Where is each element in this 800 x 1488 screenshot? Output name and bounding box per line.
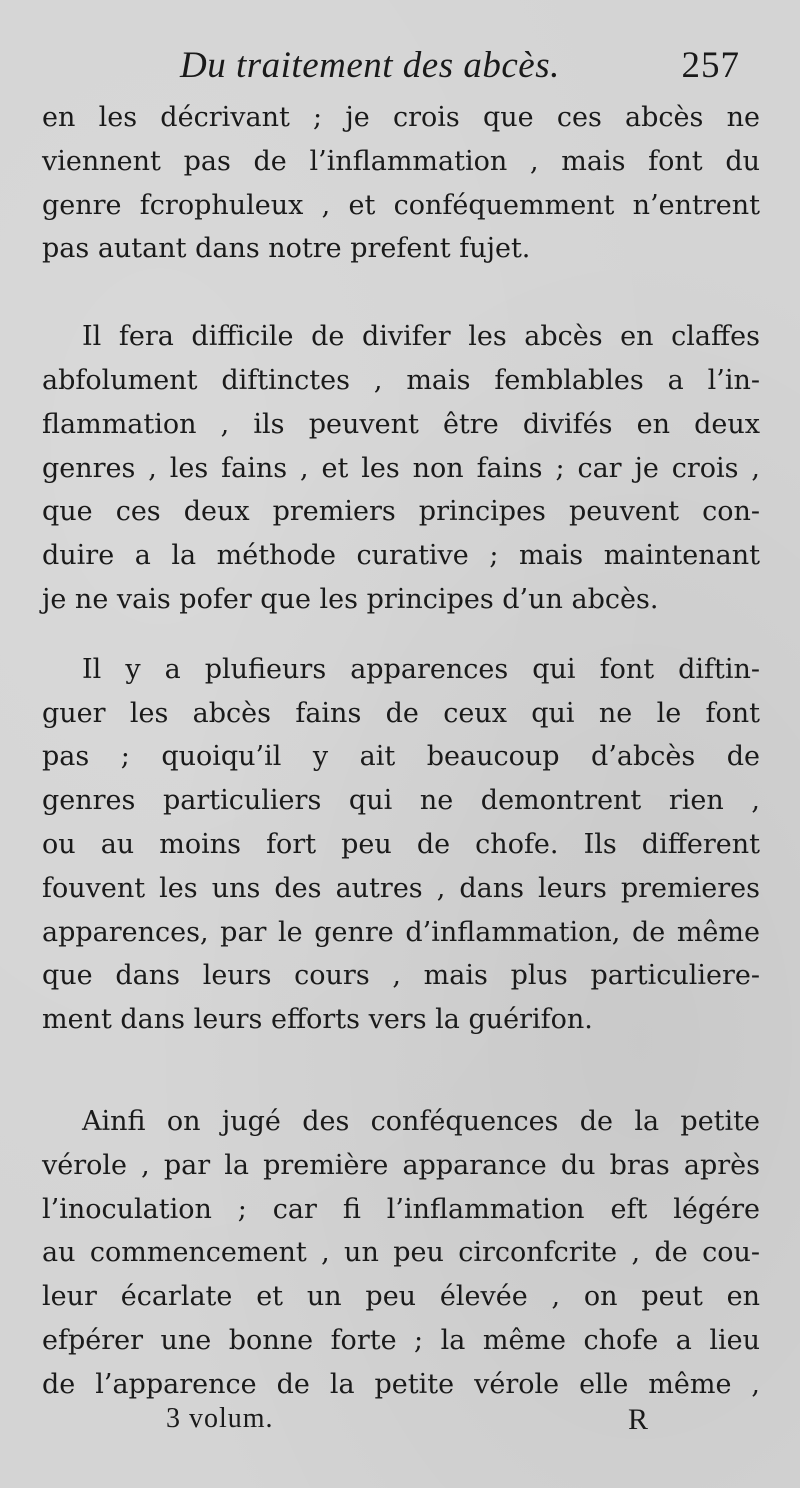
signature-mark: 3 volum. xyxy=(166,1403,274,1434)
text-line: leur écarlate et un peu élevée , on peut en xyxy=(42,1281,760,1313)
text-line: flammation , ils peuvent être divifés en deux xyxy=(42,408,760,440)
text-line: Il y a plufieurs apparences qui font diftin- xyxy=(82,653,760,685)
text-line: que ces deux premiers principes peuvent con- xyxy=(42,496,760,528)
text-line: Il fera difficile de divifer les abcès en claffes xyxy=(82,321,760,353)
text-line: je ne vais pofer que les principes d’un abcès. xyxy=(42,583,659,615)
text-line: pas ; quoiqu’il y ait beaucoup d’abcès de xyxy=(42,741,760,773)
text-line: de l’apparence de la petite vérole elle même , xyxy=(42,1368,760,1400)
text-line: genres , les fains , et les non fains ; car je crois , xyxy=(42,452,760,484)
paragraph-1 xyxy=(42,96,760,271)
text-line: apparences, par le genre d’inflammation, de même xyxy=(42,916,760,948)
text-line: que dans leurs cours , mais plus particuliere- xyxy=(42,960,760,992)
paragraph-3 xyxy=(42,648,760,1042)
text-line: pas autant dans notre prefent fujet. xyxy=(42,233,531,265)
text-line: en les décrivant ; je crois que ces abcès ne xyxy=(42,102,760,133)
catchword: R xyxy=(628,1403,649,1436)
text-line: vérole , par la première apparance du bras après xyxy=(42,1149,760,1181)
text-line: guer les abcès fains de ceux qui ne le font xyxy=(42,697,760,729)
text-line: l’inoculation ; car fi l’inflammation eft légére xyxy=(42,1193,760,1225)
paragraph-gap xyxy=(42,622,760,648)
paragraph-gap xyxy=(42,1042,760,1100)
body-text xyxy=(42,96,760,1407)
text-line: ment dans leurs efforts vers la guérifon. xyxy=(42,1004,593,1036)
text-line: efpérer une bonne forte ; la même chofe a lieu xyxy=(42,1324,760,1356)
text-line: viennent pas de l’inflammation , mais font du xyxy=(42,145,760,177)
text-line: fouvent les uns des autres , dans leurs premieres xyxy=(42,872,760,904)
text-line: duire a la méthode curative ; mais maintenant xyxy=(42,540,760,572)
paragraph-4 xyxy=(42,1100,760,1407)
page-footer xyxy=(0,1403,800,1443)
page-number: 257 xyxy=(681,45,740,86)
text-line: genre fcrophuleux , et conféquemment n’entrent xyxy=(42,189,760,221)
text-line: ou au moins fort peu de chofe. Ils different xyxy=(42,828,760,860)
page-header xyxy=(180,44,740,96)
text-line: genres particuliers qui ne demontrent rien , xyxy=(42,785,760,817)
paragraph-2 xyxy=(42,315,760,622)
running-head: Du traitement des abcès. xyxy=(180,45,560,86)
text-line: Ainfi on jugé des conféquences de la petite xyxy=(82,1105,760,1137)
paragraph-gap xyxy=(42,271,760,315)
text-line: abfolument diftinctes , mais femblables a l’in- xyxy=(42,364,760,396)
text-line: au commencement , un peu circonfcrite , de cou- xyxy=(42,1237,760,1269)
